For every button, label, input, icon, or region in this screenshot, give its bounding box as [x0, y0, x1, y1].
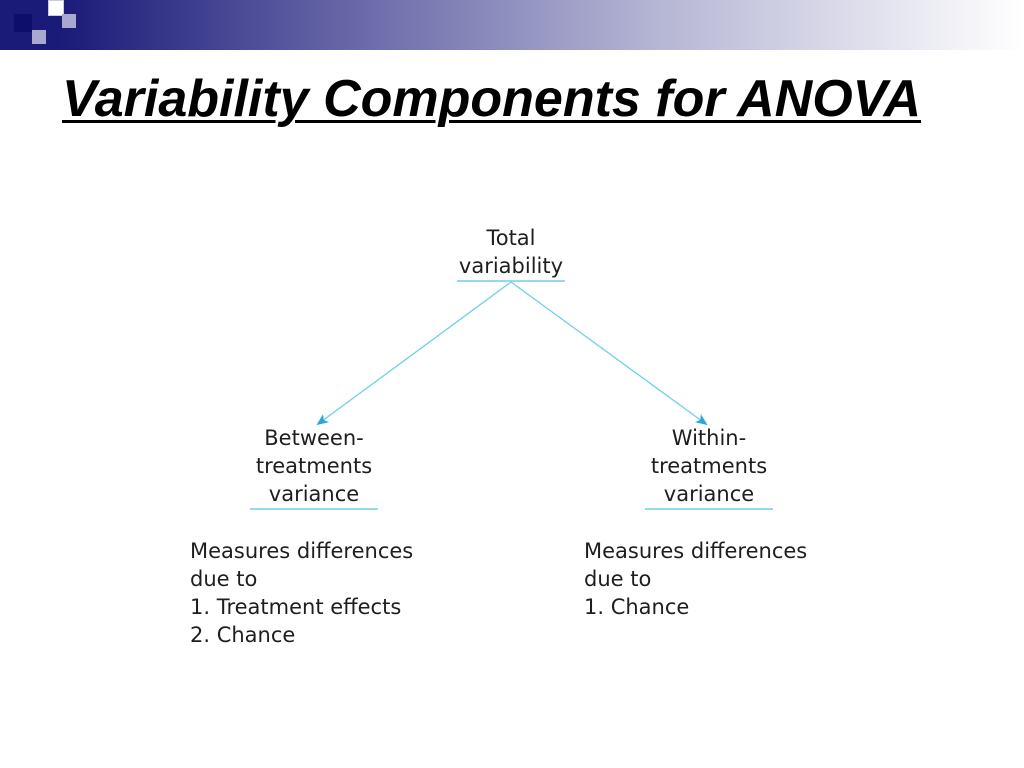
node-total-variability: Total variability	[458, 226, 564, 278]
slide-title-text: Variability Components for ANOVA	[62, 70, 922, 128]
connector-arrow-left	[318, 282, 511, 424]
node-between-treatments-variance: Between- treatments variance	[255, 426, 373, 506]
connector-arrow-right	[511, 282, 706, 424]
description-between-treatments: Measures differences due to 1. Treatment effects 2. Chance	[190, 539, 414, 647]
description-within-treatments: Measures differences due to 1. Chance	[584, 539, 808, 619]
node-within-treatments-variance: Within- treatments variance	[650, 426, 768, 506]
